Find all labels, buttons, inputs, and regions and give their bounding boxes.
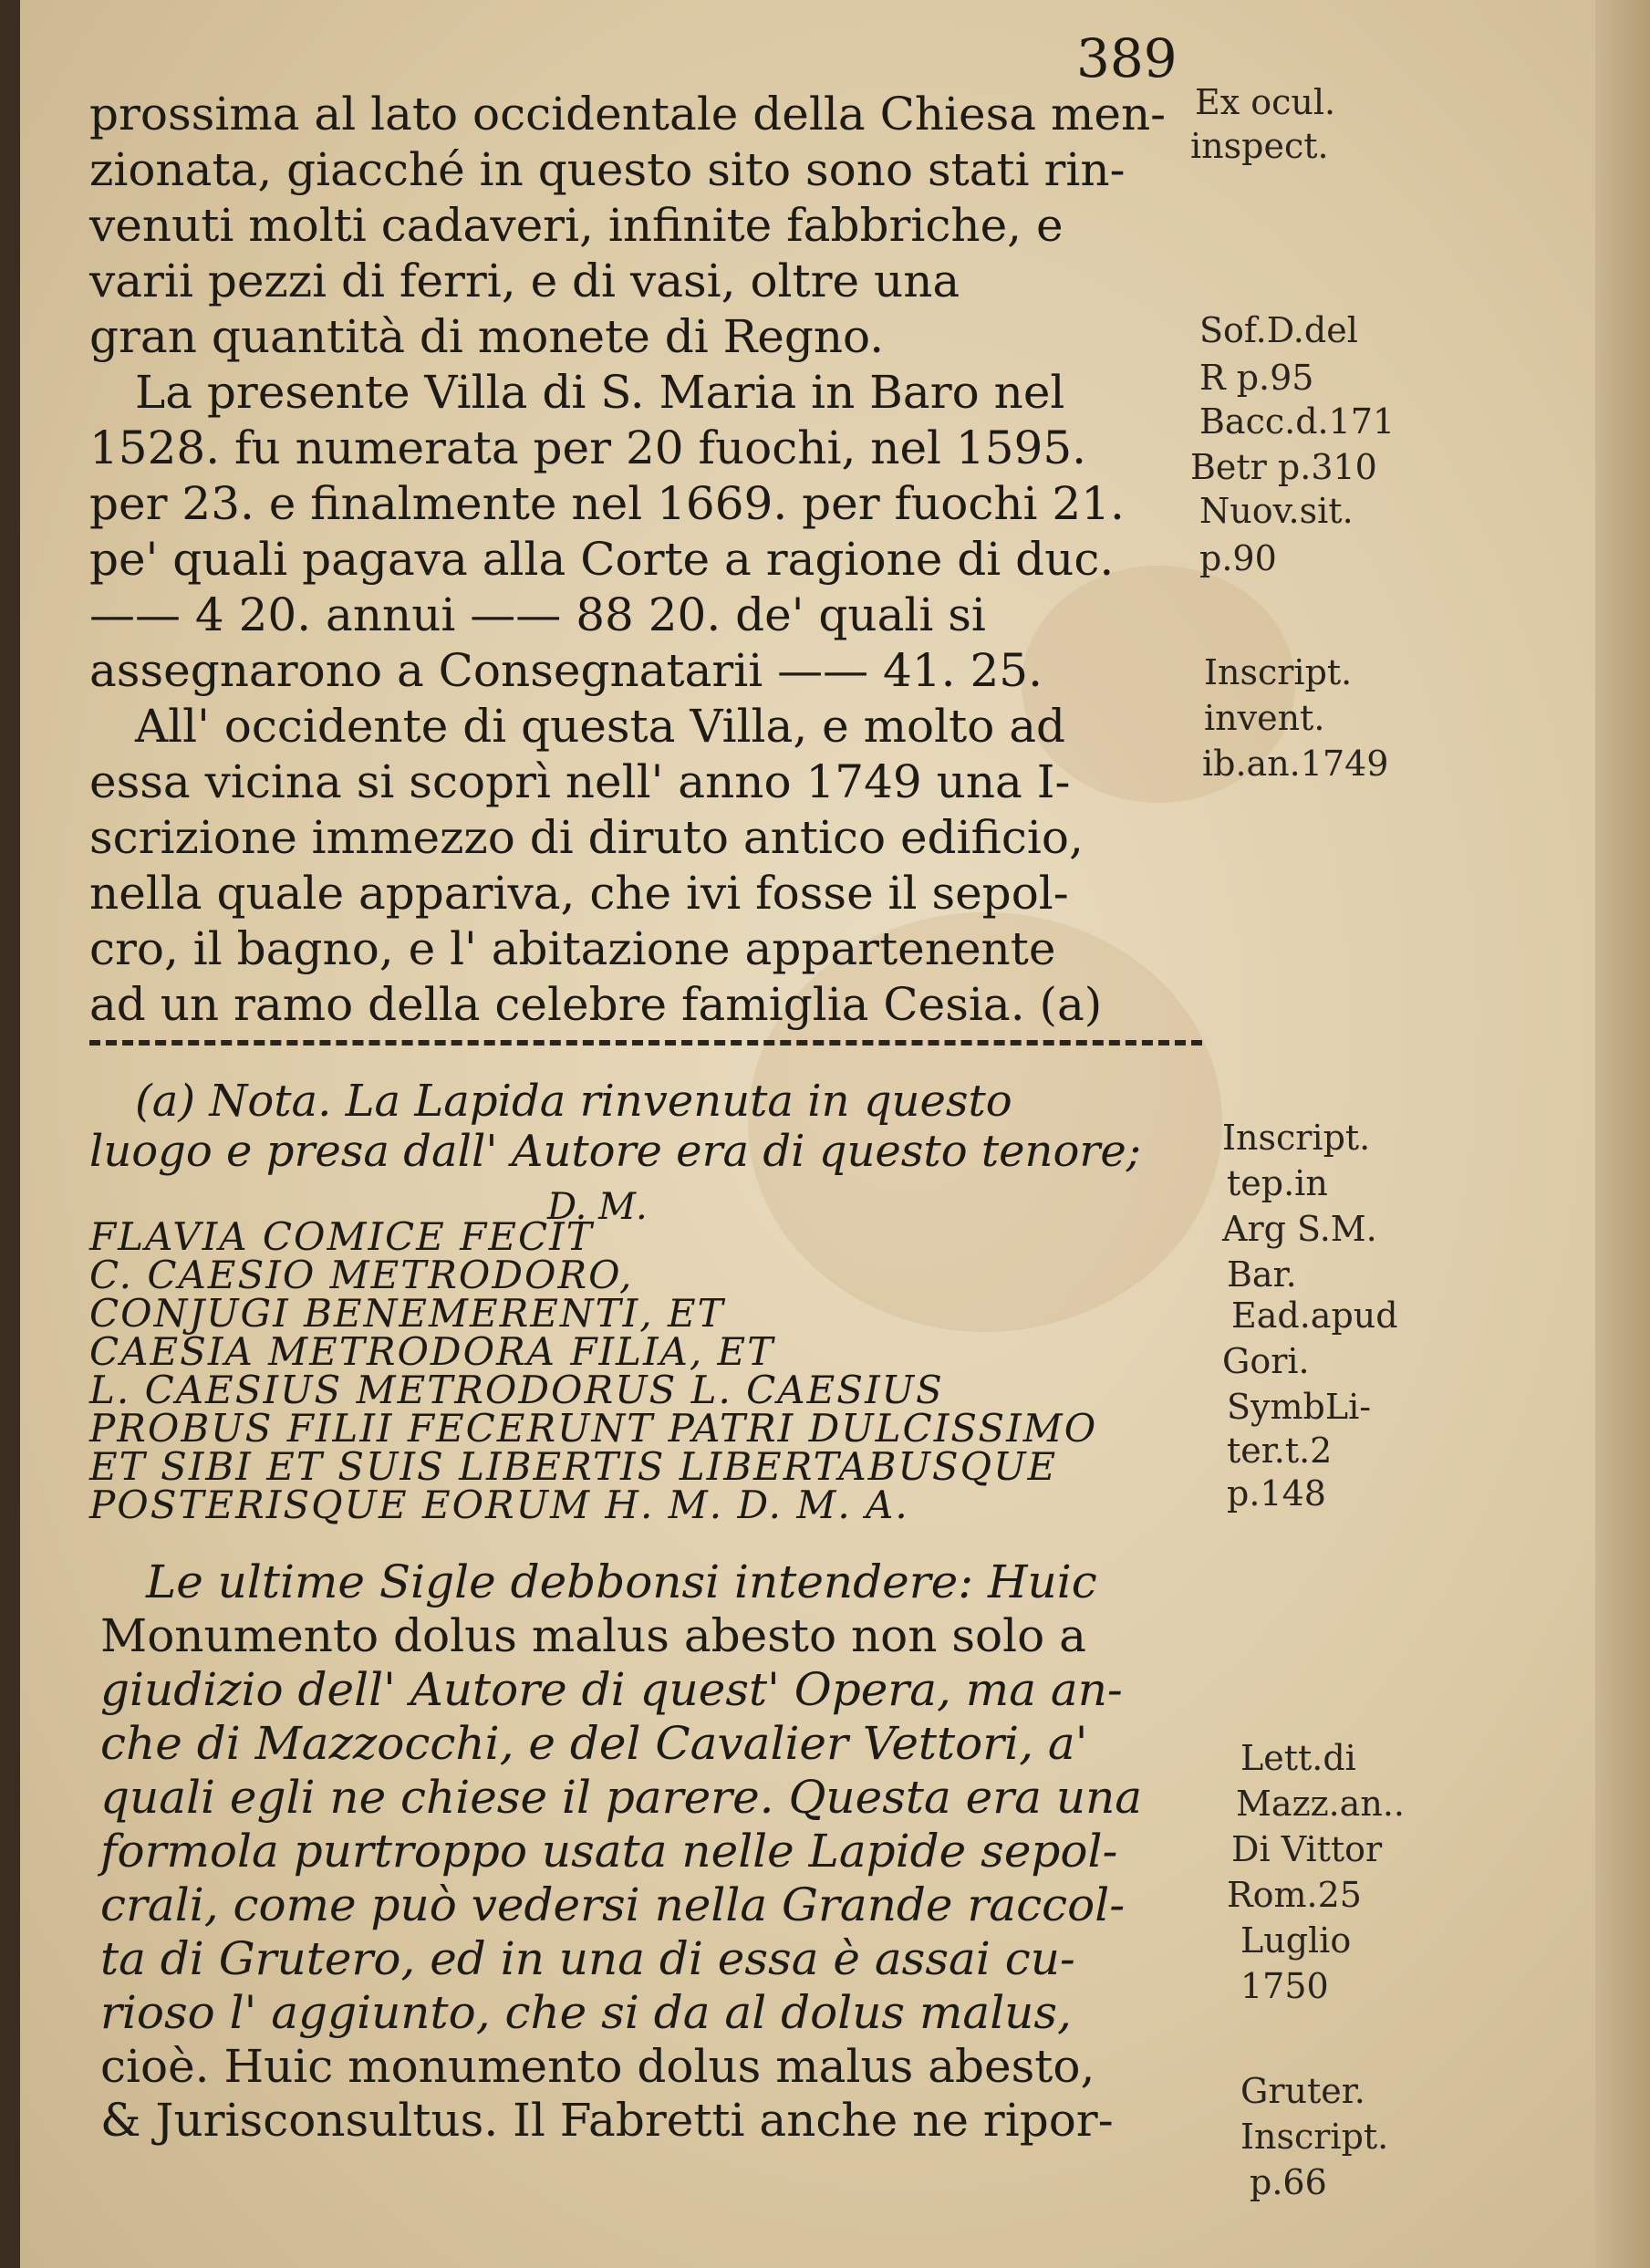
text-line: All' occidente di questa Villa, e molto ad (135, 700, 1066, 753)
margin-note: Sof.D.del (1199, 310, 1358, 350)
text-line: & Jurisconsultus. Il Fabretti anche ne ripor- (100, 2094, 1114, 2147)
text-line: scrizione immezzo di diruto antico edificio, (89, 811, 1084, 864)
text-line: zionata, giacché in questo sito sono stati rin- (89, 143, 1126, 196)
text-line: —— 4 20. annui —— 88 20. de' quali si (89, 588, 986, 641)
margin-note: Inscript. (1240, 2117, 1389, 2157)
margin-note: Ead.apud (1231, 1295, 1398, 1336)
text-line: nella quale appariva, che ivi fosse il sepol- (89, 867, 1069, 920)
margin-note: R p.95 (1199, 358, 1314, 398)
text-line: quali egli ne chiese il parere. Questa era una (100, 1771, 1143, 1824)
inscription-line: FLAVIA COMICE FECIT (89, 1214, 594, 1259)
inscription-line: CAESIA METRODORA FILIA, ET (89, 1329, 775, 1374)
margin-note: Nuov.sit. (1199, 491, 1354, 531)
margin-note: SymbLi- (1227, 1387, 1372, 1427)
margin-note: Ex ocul. (1195, 82, 1336, 122)
text-line: essa vicina si scoprì nell' anno 1749 una I- (89, 755, 1071, 808)
margin-note: Bacc.d.171 (1199, 401, 1396, 442)
footnote-separator (89, 1040, 1202, 1046)
text-line: cro, il bagno, e l' abitazione appartenente (89, 922, 1056, 975)
margin-note: 1750 (1240, 1966, 1329, 2006)
text-line: ta di Grutero, ed in una di essa è assai cu- (100, 1932, 1075, 1985)
text-line: assegnarono a Consegnatarii —— 41. 25. (89, 644, 1043, 697)
text-line: gran quantità di monete di Regno. (89, 310, 885, 363)
margin-note: ib.an.1749 (1202, 744, 1389, 784)
footnote-line: luogo e presa dall' Autore era di questo tenore; (89, 1126, 1141, 1177)
text-line: varii pezzi di ferri, e di vasi, oltre una (89, 255, 960, 307)
body-text-continued (100, 1555, 1240, 2148)
main-text (89, 87, 1202, 1033)
text-line: pe' quali pagava alla Corte a ragione di duc. (89, 533, 1115, 586)
margin-note: Lett.di (1240, 1738, 1356, 1778)
text-line: prossima al lato occidentale della Chiesa men- (89, 88, 1167, 140)
footnote-line: (a) Nota. La Lapida rinvenuta in questo (135, 1076, 1012, 1127)
margin-note: Di Vittor (1231, 1829, 1383, 1869)
margin-note: p.66 (1250, 2162, 1327, 2202)
margin-note: Betr p.310 (1190, 447, 1377, 487)
page-right-edge (1595, 0, 1650, 2268)
margin-note: invent. (1204, 698, 1325, 738)
text-line: ad un ramo della celebre famiglia Cesia. (a) (89, 978, 1103, 1031)
inscription-dm: D. M. (547, 1186, 648, 1228)
inscription (89, 1214, 1220, 1527)
margin-note: Luglio (1240, 1920, 1352, 1961)
page-left-edge (0, 0, 20, 2268)
margin-note: p.148 (1227, 1473, 1326, 1514)
text-line: crali, come può vedersi nella Grande raccol- (100, 1878, 1126, 1931)
inscription-line: PROBUS FILII FECERUNT PATRI DULCISSIMO (89, 1406, 1098, 1451)
page-number: 389 (1076, 27, 1178, 89)
text-line: giudizio dell' Autore di quest' Opera, ma an- (100, 1663, 1123, 1716)
footnote (89, 1077, 1239, 1177)
inscription-line: L. CAESIUS METRODORUS L. CAESIUS (89, 1368, 944, 1412)
text-line: rioso l' aggiunto, che si da al dolus malus, (100, 1986, 1072, 2039)
margin-note: Mazz.an.. (1236, 1784, 1405, 1824)
margin-note: Bar. (1227, 1254, 1297, 1295)
inscription-line: POSTERISQUE EORUM H. M. D. M. A. (89, 1483, 909, 1527)
text-line: che di Mazzocchi, e del Cavalier Vettori, a' (100, 1717, 1088, 1770)
text-line: cioè. Huic monumento dolus malus abesto, (100, 2040, 1095, 2093)
margin-note: Inscript. (1204, 652, 1353, 692)
text-line: formola purtroppo usata nelle Lapide sepol- (100, 1825, 1118, 1878)
text-line: per 23. e finalmente nel 1669. per fuochi 21. (89, 477, 1125, 530)
inscription-line: C. CAESIO METRODORO, (89, 1253, 634, 1297)
inscription-line: CONJUGI BENEMERENTI, ET (89, 1291, 725, 1336)
margin-note: p.90 (1199, 538, 1277, 578)
text-line: Monumento dolus malus abesto non solo a (100, 1609, 1086, 1662)
inscription-line: ET SIBI ET SUIS LIBERTIS LIBERTABUSQUE (89, 1444, 1058, 1489)
margin-note: Gori. (1222, 1341, 1310, 1381)
margin-note: Arg S.M. (1222, 1209, 1377, 1249)
text-line: La presente Villa di S. Maria in Baro nel (135, 366, 1065, 419)
margin-note: Gruter. (1240, 2071, 1365, 2111)
margin-note: ter.t.2 (1227, 1431, 1333, 1471)
margin-note: inspect. (1190, 126, 1329, 166)
margin-note: Rom.25 (1227, 1875, 1362, 1915)
margin-note: Inscript. (1222, 1118, 1371, 1158)
text-line: Le ultime Sigle debbonsi intendere: Huic (146, 1555, 1097, 1608)
text-line: 1528. fu numerata per 20 fuochi, nel 1595. (89, 421, 1087, 474)
text-line: venuti molti cadaveri, infinite fabbriche, e (89, 199, 1064, 252)
margin-note: tep.in (1227, 1163, 1328, 1203)
